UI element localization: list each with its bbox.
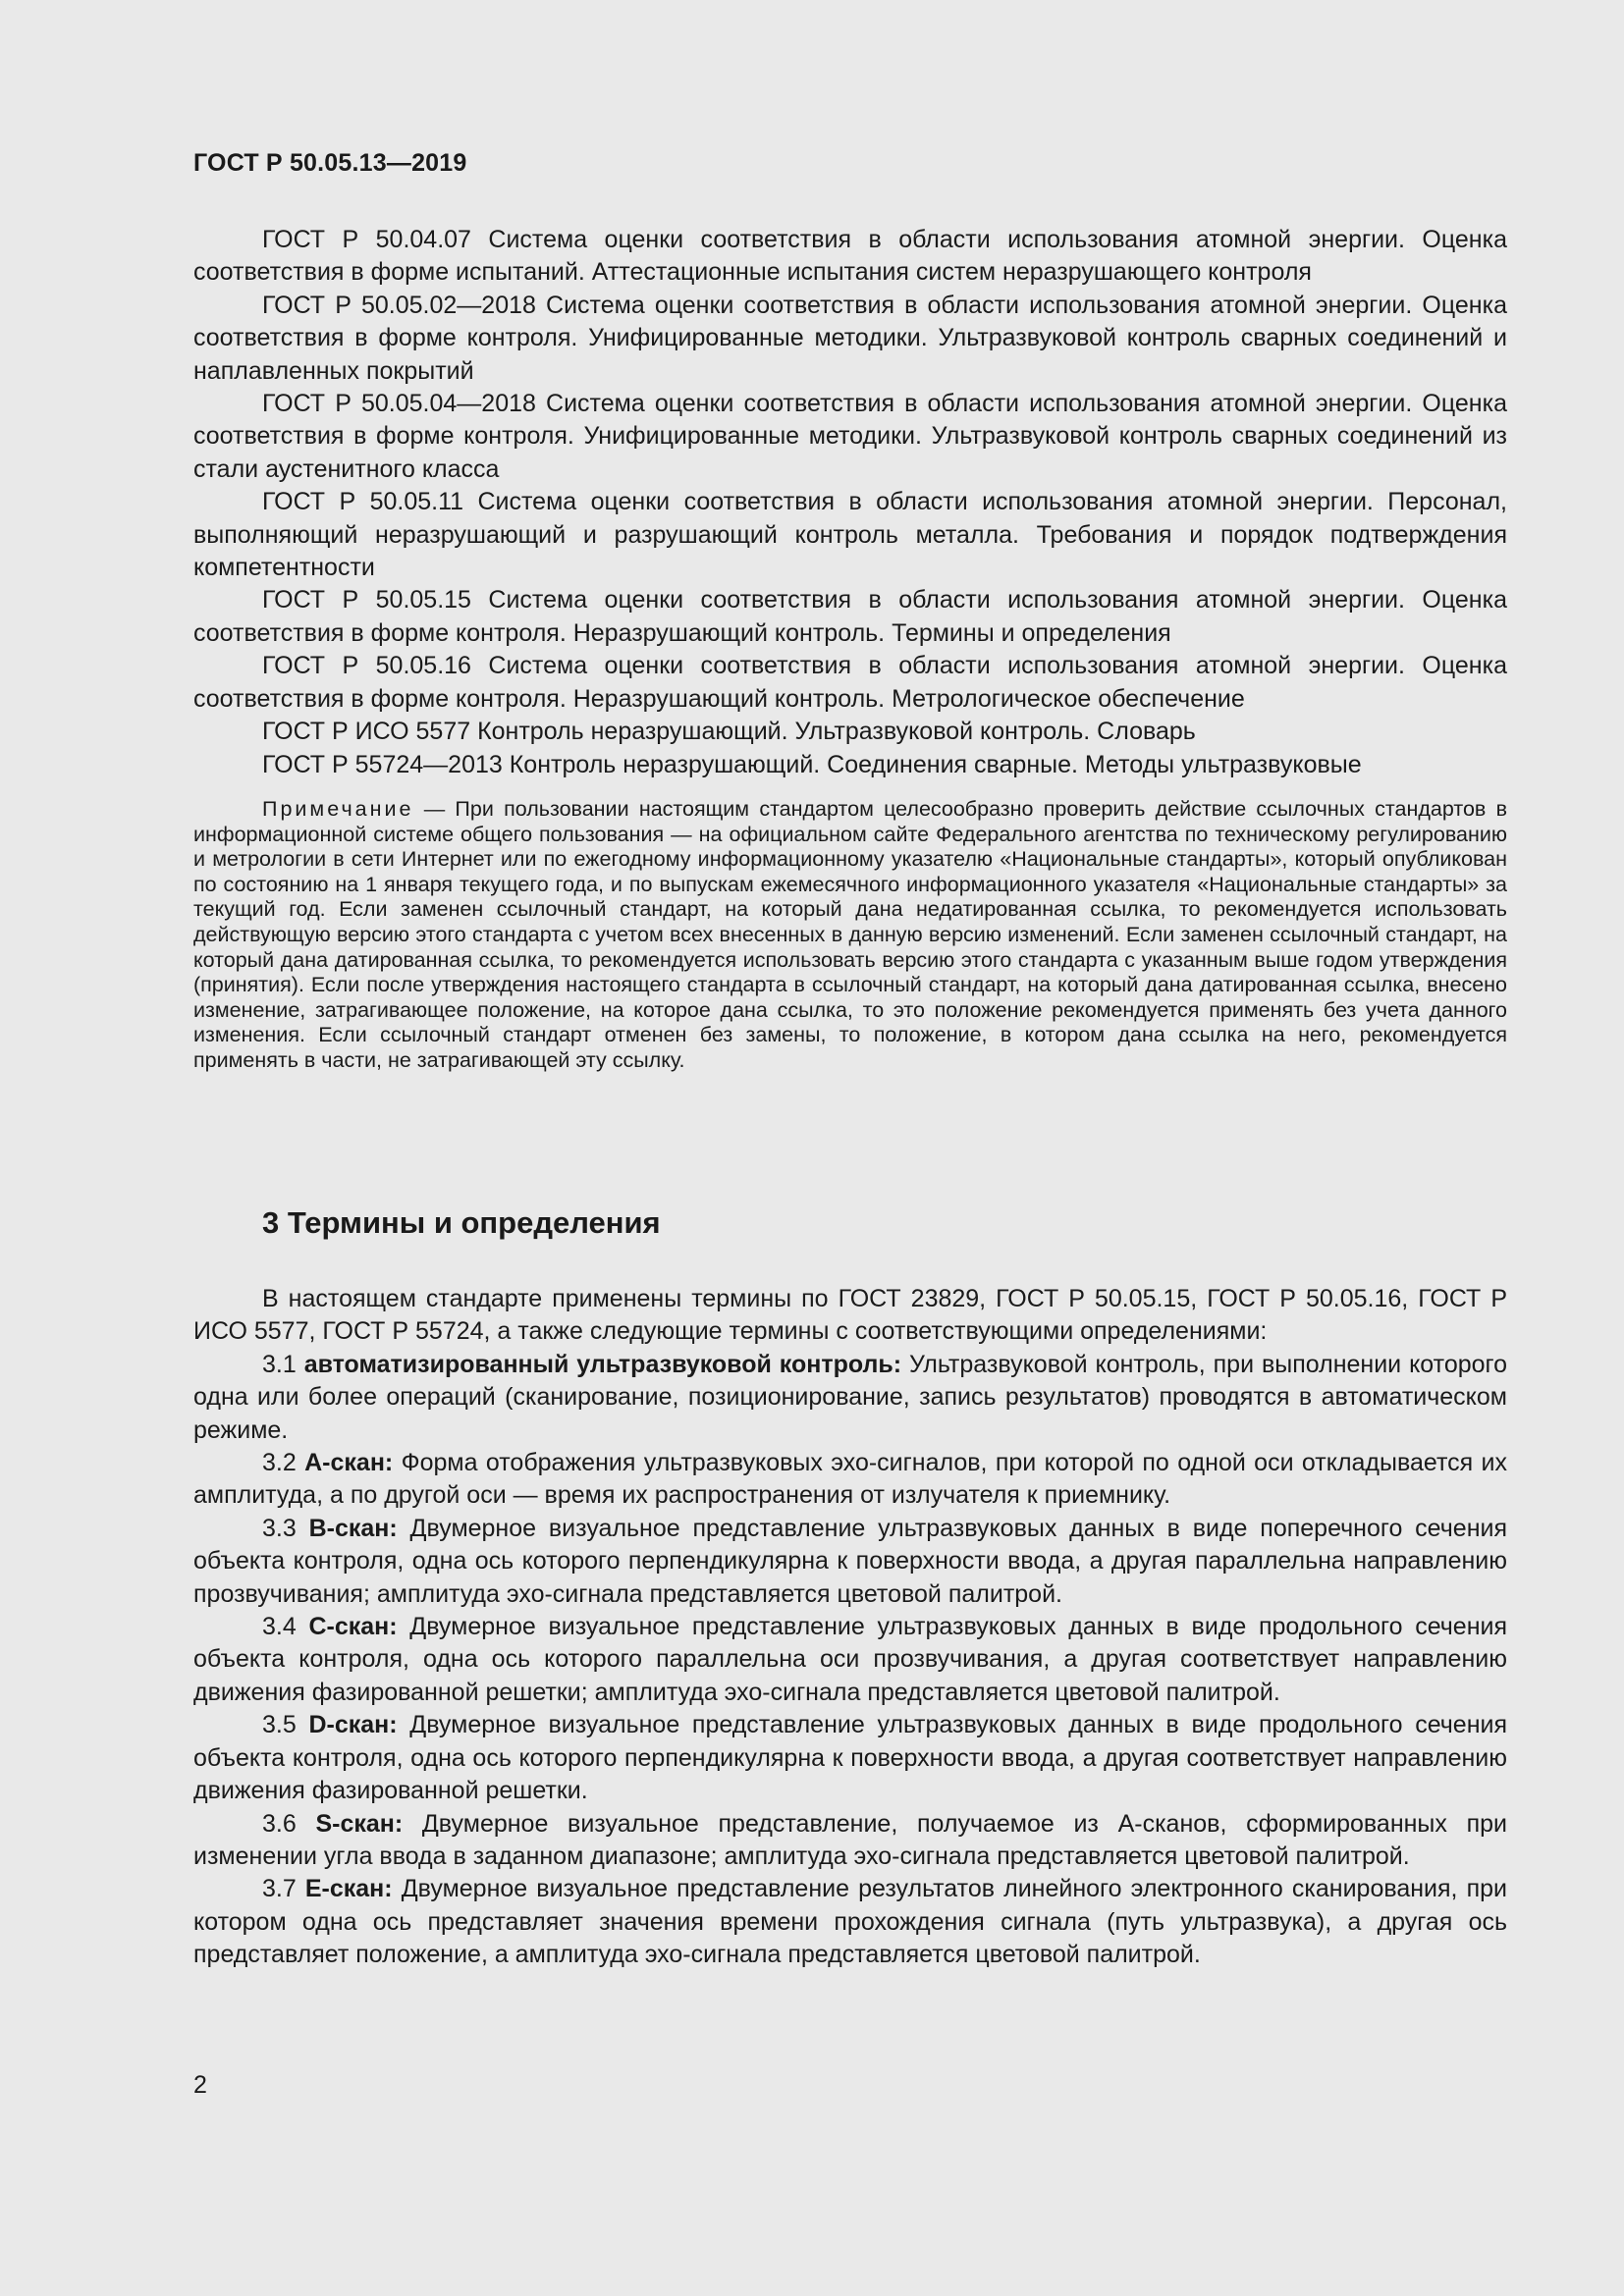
reference-item: ГОСТ Р 50.05.02—2018 Система оценки соответствия в области использования атомной энергии. Оценка соответствия в форме контроля. Унифицированные методики. Ультразвуковой контроль сварных соединений и наплавленных покрытий	[193, 291, 1507, 385]
terms-intro: В настоящем стандарте применены термины по ГОСТ 23829, ГОСТ Р 50.05.15, ГОСТ Р 50.05.16, ГОСТ Р ИСО 5577, ГОСТ Р 55724, а также следующие термины с соответствующими определениями:	[193, 1285, 1507, 1346]
term-definition	[193, 1709, 1507, 1807]
term-name: B-скан:	[308, 1514, 398, 1542]
term-definition	[193, 1611, 1507, 1709]
term-text: Двумерное визуальное представление, получаемое из А-сканов, сформированных при изменении угла ввода в заданном диапазоне; амплитуда эхо-сигнала представляется цветовой палитрой.	[193, 1809, 1507, 1870]
note-label: Примечание	[262, 797, 414, 821]
reference-item: ГОСТ Р 50.04.07 Система оценки соответствия в области использования атомной энергии. Оценка соответствия в форме испытаний. Аттестационные испытания систем неразрушающего контроля	[193, 226, 1507, 287]
reference-item: ГОСТ Р ИСО 5577 Контроль неразрушающий. Ультразвуковой контроль. Словарь	[262, 718, 1196, 746]
term-number: 3.1	[262, 1350, 304, 1378]
term-text: Двумерное визуальное представление ультразвуковых данных в виде продольного сечения объекта контроля, одна ось которого перпендикулярна к поверхности ввода, а другая соответствует направлению движения фазированной решетки.	[193, 1711, 1507, 1805]
note-text: — При пользовании настоящим стандартом целесообразно проверить действие ссылочных стандартов в информационной системе общего пользования — на официальном сайте Федерального агентства по техническому регулированию и метрологии в сети Интернет или по ежегодному информационному указателю «Национальные стандарты», который опубликован по состоянию на 1 января текущего года, и по выпускам ежемесячного информационного указателя «Национальные стандарты» за текущий год. Если заменен ссылочный стандарт, на который дана недатированная ссылка, то рекомендуется использовать действующую версию этого стандарта с учетом всех внесенных в данную версию изменений. Если заменен ссылочный стандарт, на который дана датированная ссылка, то рекомендуется использовать версию этого стандарта с указанным выше годом утверждения (принятия). Если после утверждения настоящего стандарта в ссылочный стандарт, на который дана датированная ссылка, внесено изменение, затрагивающее положение, на которое дана ссылка, то это положение рекомендуется применять без учета данного изменения. Если ссылочный стандарт отменен без замены, то положение, в котором дана ссылка на него, рекомендуется применять в части, не затрагивающей эту ссылку.	[193, 797, 1507, 1072]
reference-item: ГОСТ Р 50.05.11 Система оценки соответствия в области использования атомной энергии. Персонал, выполняющий неразрушающий и разрушающий контроль металла. Требования и порядок подтверждения компетентности	[193, 488, 1507, 582]
terms-list	[193, 1283, 1507, 1972]
term-name: D-скан:	[308, 1711, 398, 1739]
reference-item: ГОСТ Р 55724—2013 Контроль неразрушающий. Соединения сварные. Методы ультразвуковые	[262, 750, 1362, 778]
term-definition	[193, 1349, 1507, 1447]
term-number: 3.4	[262, 1613, 309, 1641]
term-name: S-скан:	[315, 1809, 404, 1838]
term-number: 3.5	[262, 1711, 309, 1739]
term-name: А-скан:	[304, 1449, 394, 1477]
normative-references-list	[193, 224, 1507, 781]
term-name: C-скан:	[308, 1613, 398, 1641]
reference-item: ГОСТ Р 50.05.15 Система оценки соответствия в области использования атомной энергии. Оценка соответствия в форме контроля. Неразрушающий контроль. Термины и определения	[193, 586, 1507, 647]
term-number: 3.3	[262, 1514, 309, 1542]
reference-item: ГОСТ Р 50.05.16 Система оценки соответствия в области использования атомной энергии. Оценка соответствия в форме контроля. Неразрушающий контроль. Метрологическое обеспечение	[193, 652, 1507, 713]
term-text: Двумерное визуальное представление ультразвуковых данных в виде поперечного сечения объекта контроля, одна ось которого перпендикулярна к поверхности ввода, а другая параллельна направлению прозвучивания; амплитуда эхо-сигнала представляется цветовой палитрой.	[193, 1514, 1507, 1608]
term-definition	[193, 1447, 1507, 1513]
reference-item: ГОСТ Р 50.05.04—2018 Система оценки соответствия в области использования атомной энергии. Оценка соответствия в форме контроля. Унифицированные методики. Ультразвуковой контроль сварных соединений из стали аустенитного класса	[193, 390, 1507, 483]
section-title: 3 Термины и определения	[262, 1205, 661, 1240]
term-text: Ультразвуковой контроль, при выполнении которого одна или более операций (сканирование, позиционирование, запись результатов) проводятся в автоматическом режиме.	[193, 1350, 1507, 1444]
term-name: автоматизированный ультразвуковой контроль:	[303, 1350, 902, 1378]
term-name: E-скан:	[304, 1875, 393, 1903]
term-number: 3.2	[262, 1449, 305, 1477]
page-number: 2	[193, 2071, 207, 2099]
term-definition	[193, 1808, 1507, 1874]
term-number: 3.6	[262, 1809, 316, 1838]
document-code-header: ГОСТ Р 50.05.13—2019	[193, 149, 467, 177]
term-text: Двумерное визуальное представление ультразвуковых данных в виде продольного сечения объекта контроля, одна ось которого параллельна оси прозвучивания, а другая соответствует направлению движения фазированной решетки; амплитуда эхо-сигнала представляется цветовой палитрой.	[193, 1613, 1507, 1706]
term-definition	[193, 1873, 1507, 1971]
term-definition	[193, 1513, 1507, 1611]
term-number: 3.7	[262, 1875, 305, 1903]
term-text: Двумерное визуальное представление результатов линейного электронного сканирования, при котором одна ось представляет значения времени прохождения сигнала (путь ультразвука), а другая ось представляет положение, а амплитуда эхо-сигнала представляется цветовой палитрой.	[193, 1875, 1508, 1969]
note-paragraph	[193, 797, 1507, 1074]
term-text: Форма отображения ультразвуковых эхо-сигналов, при которой по одной оси откладывается их амплитуда, а по другой оси — время их распространения от излучателя к приемнику.	[193, 1449, 1508, 1510]
